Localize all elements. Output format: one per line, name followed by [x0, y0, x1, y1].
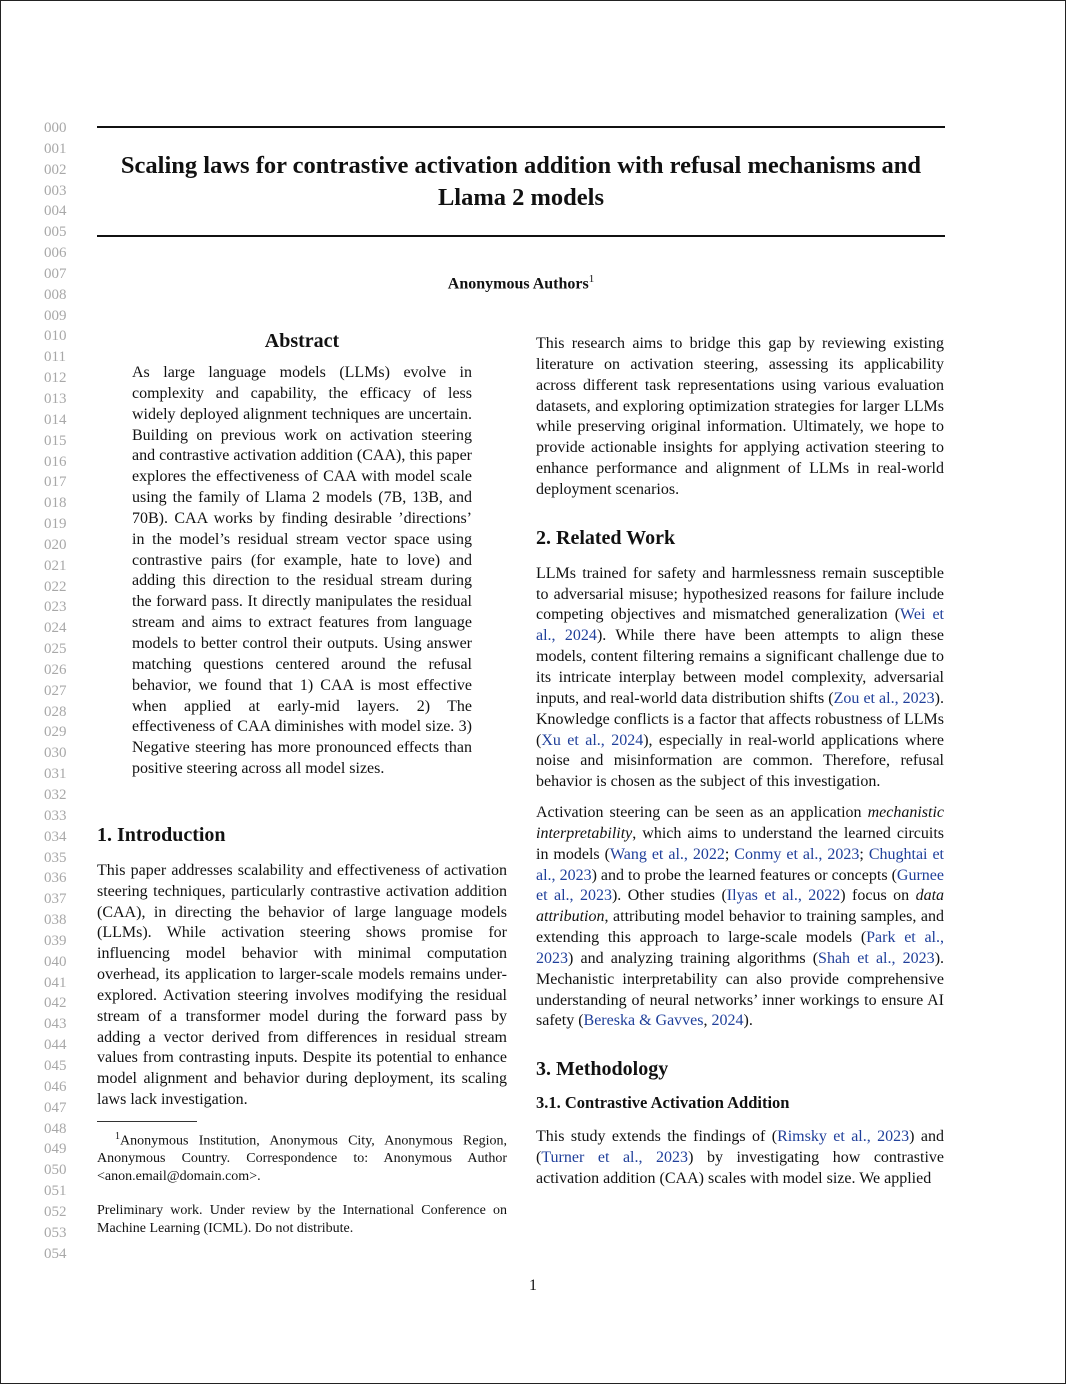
right-column — [536, 334, 944, 1190]
title-bottom-rule — [97, 235, 945, 237]
line-number: 042 — [44, 995, 67, 1012]
line-number: 023 — [44, 599, 67, 616]
line-number: 020 — [44, 536, 67, 553]
line-number: 024 — [44, 620, 67, 637]
paper-title — [97, 150, 945, 214]
introduction-heading: 1. Introduction — [97, 823, 226, 846]
citation-link[interactable]: Turner et al., 2023 — [541, 1149, 689, 1167]
line-number: 054 — [44, 1245, 67, 1262]
line-number: 027 — [44, 682, 67, 699]
text-span: ) focus on — [840, 887, 916, 905]
citation-link[interactable]: Zou et al., 2023 — [833, 689, 935, 707]
line-number: 011 — [44, 349, 66, 366]
introduction-continued: This research aims to bridge this gap by reviewing existing literature on activation steering, assessing its applicability across different task representations using various evaluation datasets, and exploring optimization strategies for larger LLMs while preserving original information. Ultimately, we hope to provide actionable insights for applying activation steering to enhance performance and alignment of LLMs in real-world deployment scenarios. — [536, 335, 944, 498]
text-span: ) by investigating how contrastive activation addition (CAA) scales with model size. We applied — [536, 1149, 945, 1187]
text-span: Activation steering can be seen as an application — [536, 804, 868, 822]
line-number: 006 — [44, 245, 67, 262]
author-line — [97, 273, 945, 293]
related-work-heading: 2. Related Work — [536, 526, 676, 549]
line-number: 040 — [44, 953, 67, 970]
line-number: 008 — [44, 286, 67, 303]
text-span: , attributing model behavior to training samples, and extending this approach to large-scale models ( — [536, 908, 944, 947]
footnote-affiliation-text: Anonymous Institution, Anonymous City, Anonymous Region, Anonymous Country. Correspondence to: Anonymous Author <anon.email@domain.com>. — [97, 1133, 507, 1184]
line-number: 013 — [44, 390, 67, 407]
text-span: ; — [724, 845, 735, 863]
line-number: 002 — [44, 161, 67, 178]
line-number: 000 — [44, 120, 67, 136]
line-number: 031 — [44, 766, 67, 783]
line-number: 037 — [44, 891, 67, 908]
footnote-mark: 1 — [115, 1131, 120, 1142]
text-span: ), especially in real-world applications where noise and misinformation are common. Therefore, refusal behavior is chosen as the subject of this investigation. — [536, 731, 944, 791]
line-number-gutter — [44, 118, 80, 1264]
authors: Anonymous Authors — [447, 275, 589, 293]
title-line-1: Scaling laws for contrastive activation addition with refusal mechanisms and — [120, 152, 922, 179]
line-number: 015 — [44, 432, 67, 449]
line-number: 017 — [44, 474, 67, 491]
caa-subheading: 3.1. Contrastive Activation Addition — [536, 1093, 790, 1113]
line-number: 053 — [44, 1224, 67, 1241]
line-number: 029 — [44, 724, 67, 741]
title-top-rule — [97, 126, 945, 128]
related-work-paragraph-1 — [536, 564, 944, 793]
line-number: 051 — [44, 1183, 67, 1200]
line-number: 046 — [44, 1078, 67, 1095]
citation-link[interactable]: Shah et al., 2023 — [818, 949, 935, 967]
methodology-heading: 3. Methodology — [536, 1058, 669, 1081]
line-number: 033 — [44, 807, 67, 824]
text-span: ) and analyzing training algorithms ( — [568, 949, 819, 967]
text-span: ). — [743, 1012, 753, 1030]
citation-link[interactable]: Ilyas et al., 2022 — [726, 887, 841, 905]
line-number: 043 — [44, 1016, 67, 1033]
citation-link[interactable]: Bereska & Gavves — [583, 1012, 704, 1030]
line-number: 010 — [44, 328, 67, 345]
citation-link[interactable]: Rimsky et al., 2023 — [777, 1128, 910, 1146]
line-number: 012 — [44, 370, 67, 387]
line-number: 052 — [44, 1203, 67, 1220]
text-span: This study extends the findings of ( — [536, 1128, 778, 1146]
line-number: 035 — [44, 849, 67, 866]
line-number: 022 — [44, 578, 67, 595]
left-column — [97, 330, 507, 1237]
caa-paragraph — [536, 1127, 944, 1190]
page-number: 1 — [529, 1277, 537, 1294]
text-span: , which aims to understand the learned circuits in models ( — [536, 824, 944, 863]
line-number: 039 — [44, 932, 67, 949]
text-span: ). Other studies ( — [611, 887, 727, 905]
citation-link[interactable]: Xu et al., 2024 — [541, 731, 644, 749]
line-number: 048 — [44, 1120, 67, 1137]
line-number: 007 — [44, 265, 67, 282]
line-number: 018 — [44, 495, 67, 512]
footnote-rule — [97, 1121, 197, 1122]
citation-link[interactable]: Gurnee et al., 2023 — [536, 866, 944, 905]
text-span: LLMs trained for safety and harmlessness remain susceptible to adversarial misuse; hypothesized reasons for failure include competing objectives and mismatched generalization ( — [536, 564, 944, 624]
line-number: 041 — [44, 974, 67, 991]
line-number: 049 — [44, 1141, 67, 1158]
text-span: ). Knowledge conflicts is a factor that affects robustness of LLMs ( — [536, 689, 944, 749]
line-number: 014 — [44, 411, 67, 428]
abstract-text: As large language models (LLMs) evolve in complexity and capability, the efficacy of less widely deployed alignment techniques are uncertain. Building on previous work on activation steering and contrastive activation addition (CAA), this paper explores the effectiveness of CAA with model scale using the family of Llama 2 models (7B, 13B, and 70B). CAA works by finding desirable ’directions’ in the model’s residual stream vector space using contrastive pairs (for example, hate to love) and adding this direction to the residual stream during the forward pass. It directly manipulates the residual stream and aims to extract features from language models to better control their outputs. Using answer matching questions centered around the refusal behavior, we found that 1) CAA is most effective when applied at early-mid layers. 2) The effectiveness of CAA diminishes with model size. 3) Negative steering has more pronounced effects than positive steering across all model sizes. — [132, 364, 472, 778]
related-work-paragraph-2 — [536, 803, 944, 1032]
line-number: 045 — [44, 1057, 67, 1074]
citation-link[interactable]: Park et al., 2023 — [536, 929, 944, 967]
author-footnote-mark: 1 — [588, 273, 595, 285]
line-number: 050 — [44, 1162, 67, 1179]
line-number: 004 — [44, 203, 67, 220]
footnote-affiliation — [97, 1128, 507, 1185]
line-number: 009 — [44, 307, 67, 324]
text-span: ). While there have been attempts to align these models, content filtering remains a significant challenge due to its intricate interplay between model complexity, adversarial inputs, and real-world data distribution shifts ( — [536, 627, 945, 707]
line-number: 028 — [44, 703, 67, 720]
line-number: 026 — [44, 661, 67, 678]
text-span: ) and to probe the learned features or concepts ( — [591, 866, 897, 884]
citation-link[interactable]: Conmy et al., 2023 — [734, 845, 860, 863]
text-span: , — [703, 1012, 712, 1030]
line-number: 034 — [44, 828, 67, 845]
title-line-2: Llama 2 models — [437, 184, 605, 211]
italic-term: data attribution — [536, 887, 945, 926]
line-number: 047 — [44, 1099, 67, 1116]
line-number: 032 — [44, 787, 67, 803]
line-number: 036 — [44, 870, 67, 887]
citation-link[interactable]: 2024 — [711, 1012, 744, 1030]
line-number: 025 — [44, 641, 67, 658]
line-number: 003 — [44, 182, 67, 199]
line-number: 019 — [44, 516, 67, 533]
line-number: 044 — [44, 1037, 67, 1054]
line-number: 030 — [44, 745, 67, 762]
line-number: 021 — [44, 557, 67, 574]
line-number: 001 — [44, 140, 67, 157]
line-number: 016 — [44, 453, 67, 470]
line-number: 038 — [44, 912, 67, 929]
citation-link[interactable]: Wei et al., 2024 — [536, 606, 944, 645]
line-number: 005 — [44, 224, 67, 241]
citation-link[interactable]: Chughtai et al., 2023 — [536, 845, 945, 884]
citation-link[interactable]: Wang et al., 2022 — [609, 845, 725, 863]
footnote-preliminary: Preliminary work. Under review by the International Conference on Machine Learning (ICML). Do not distribute. — [97, 1203, 507, 1236]
italic-term: mechanistic interpretability — [536, 804, 944, 842]
text-span: ) and ( — [536, 1128, 944, 1167]
abstract-heading: Abstract — [264, 330, 340, 352]
text-span: ; — [859, 845, 869, 863]
text-span: ). Mechanistic interpretability can also provide comprehensive understanding of neural networks’ inner workings to ensure AI safety ( — [536, 949, 945, 1030]
introduction-text: This paper addresses scalability and effectiveness of activation steering techniques, particularly contrastive activation addition (CAA), in directing the behavior of large language models (LLMs). While activation steering shows promise for influencing model behavior with minimal computation overhead, its application to larger-scale models remains under-explored. Activation steering involves modifying the residual stream of a transformer model during the forward pass by adding a vector derived from differences in residual stream values from contrasting inputs. Despite its potential to enhance model alignment and behavior during deployment, its scaling laws lack investigation. — [97, 861, 507, 1109]
